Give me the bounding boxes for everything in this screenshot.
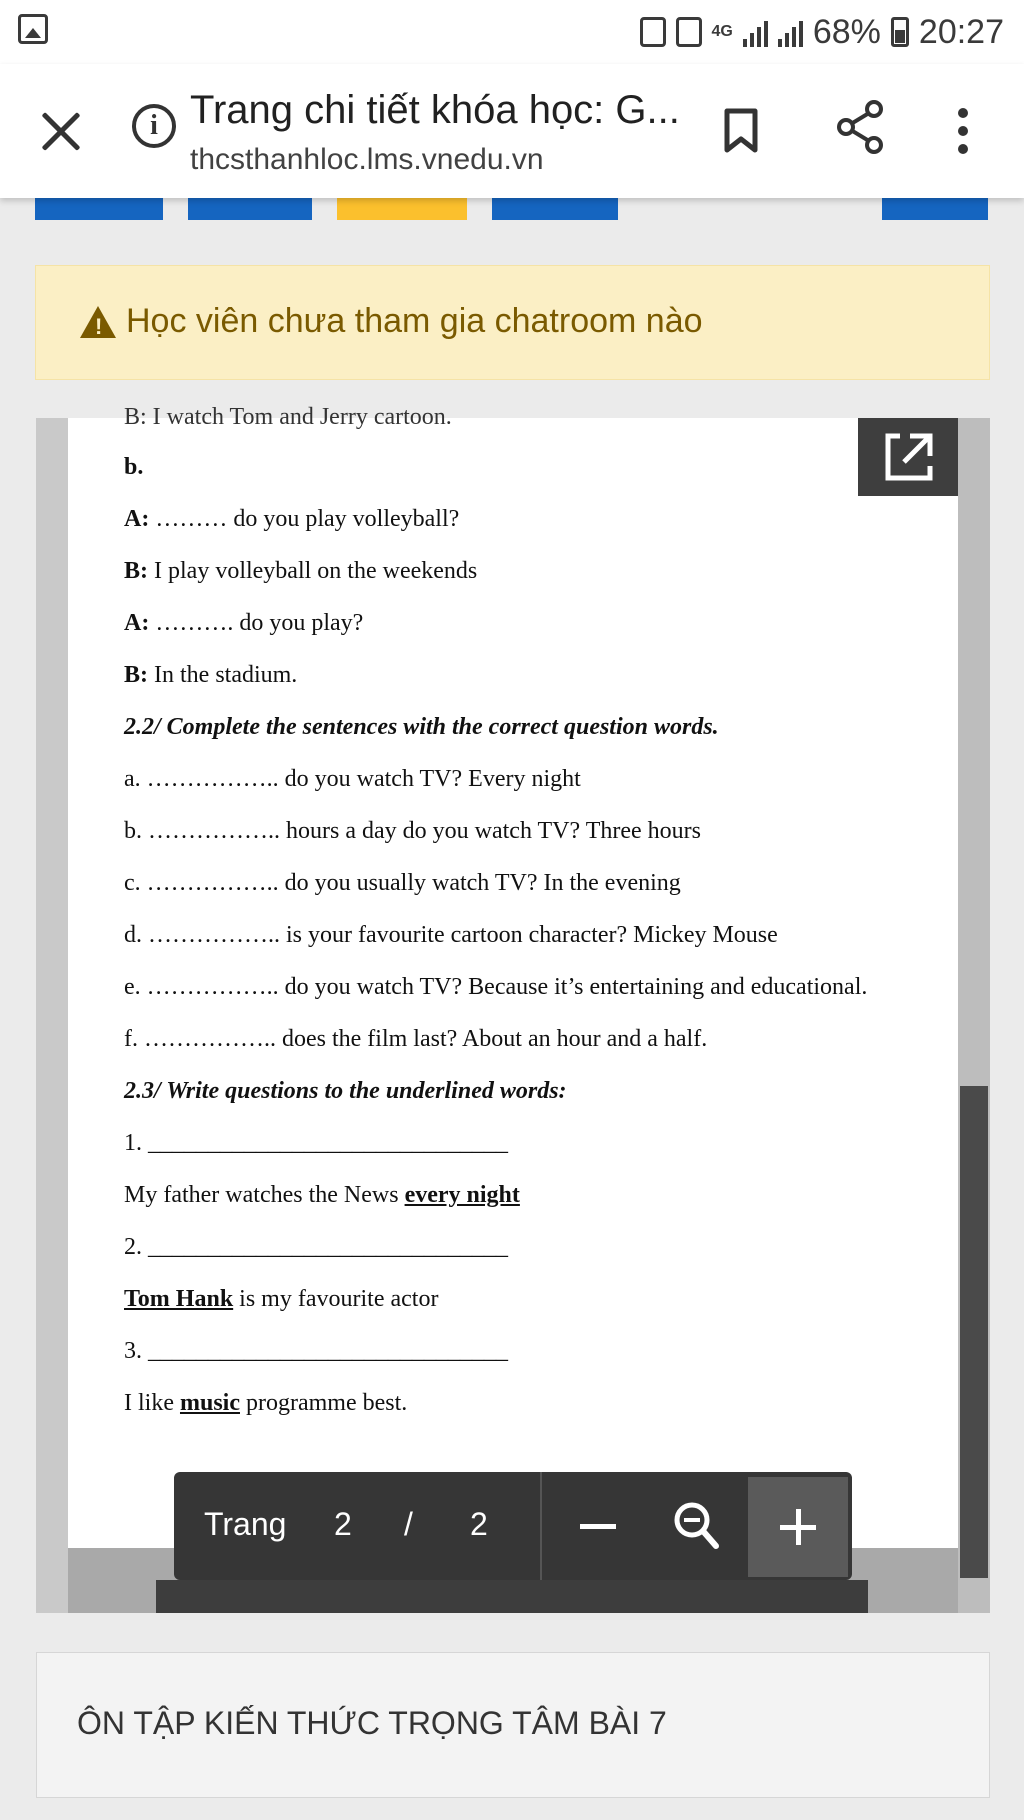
warning-icon: ! xyxy=(80,306,116,338)
exercise-item: e. …………….. do you watch TV? Because it’s entertaining and educational. xyxy=(124,974,868,1000)
pdf-page xyxy=(68,404,958,1548)
battery-percent: 68% xyxy=(812,12,881,51)
status-bar xyxy=(0,0,1024,64)
dialog-line: B: In the stadium. xyxy=(124,662,298,688)
open-in-new-button[interactable] xyxy=(858,418,958,496)
cut-off-line: B: I watch Tom and Jerry cartoon. xyxy=(124,404,452,430)
open-in-new-icon xyxy=(858,418,958,496)
page-label: Trang xyxy=(204,1506,287,1542)
sync-icon xyxy=(640,17,666,47)
lesson-section[interactable] xyxy=(36,1652,990,1798)
close-button[interactable] xyxy=(38,108,84,154)
chatroom-notice xyxy=(35,265,990,380)
pdf-footer-bar xyxy=(156,1580,868,1613)
battery-icon xyxy=(891,17,909,47)
pdf-viewer[interactable] xyxy=(36,404,990,1613)
dialog-line: A: ……… do you play volleyball? xyxy=(124,506,460,532)
status-icons xyxy=(640,8,1005,56)
nav-tab-1[interactable] xyxy=(35,198,163,220)
controls-divider xyxy=(540,1472,542,1580)
info-icon[interactable]: i xyxy=(132,104,176,148)
exercise-2-3-heading: 2.3/ Write questions to the underlined words: xyxy=(124,1078,567,1104)
scrollbar-thumb[interactable] xyxy=(960,1086,988,1578)
dialog-line: B: I play volleyball on the weekends xyxy=(124,558,478,584)
exercise-item: d. …………….. is your favourite cartoon character? Mickey Mouse xyxy=(124,922,778,948)
nav-tab-3[interactable] xyxy=(337,198,467,220)
zoom-out-button[interactable] xyxy=(566,1478,636,1574)
page-url: thcsthanhloc.lms.vnedu.vn xyxy=(190,143,544,176)
dialog-line: A: ………. do you play? xyxy=(124,610,364,636)
prompt-sentence: Tom Hank is my favourite actor xyxy=(124,1286,439,1312)
zoom-in-button[interactable] xyxy=(748,1477,848,1577)
signal-icon-2 xyxy=(778,17,803,47)
section-b-label: b. xyxy=(124,454,144,480)
nav-tab-4[interactable] xyxy=(492,198,618,220)
clock: 20:27 xyxy=(918,12,1004,51)
prompt-sentence: I like music programme best. xyxy=(124,1390,408,1416)
current-page: 2 xyxy=(334,1506,352,1542)
custom-tab-toolbar xyxy=(0,64,1024,198)
answer-line: 1. ______________________________ xyxy=(124,1130,508,1156)
answer-line: 3. ______________________________ xyxy=(124,1338,508,1364)
exercise-2-2-heading: 2.2/ Complete the sentences with the correct question words. xyxy=(124,714,719,740)
nav-tab-5[interactable] xyxy=(882,198,988,220)
zoom-fit-icon[interactable] xyxy=(672,1500,720,1552)
sim-icon xyxy=(676,17,702,47)
lesson-title: ÔN TẬP KIẾN THỨC TRỌNG TÂM BÀI 7 xyxy=(77,1705,667,1741)
signal-icon xyxy=(743,17,768,47)
exercise-item: c. …………….. do you usually watch TV? In the evening xyxy=(124,870,681,896)
gallery-notification-icon xyxy=(18,14,48,44)
exercise-item: f. …………….. does the film last? About an hour and a half. xyxy=(124,1026,708,1052)
more-options-icon[interactable] xyxy=(956,108,970,154)
exercise-item: b. …………….. hours a day do you watch TV? Three hours xyxy=(124,818,702,844)
prompt-sentence: My father watches the News every night xyxy=(124,1182,520,1208)
notice-text: Học viên chưa tham gia chatroom nào xyxy=(126,302,703,340)
share-icon[interactable] xyxy=(836,100,884,154)
nav-tab-2[interactable] xyxy=(188,198,312,220)
network-type: 4G xyxy=(711,23,733,40)
page-separator: / xyxy=(404,1506,413,1542)
answer-line: 2. ______________________________ xyxy=(124,1234,508,1260)
bookmark-icon[interactable] xyxy=(724,108,758,154)
exercise-item: a. …………….. do you watch TV? Every night xyxy=(124,766,581,792)
page-title: Trang chi tiết khóa học: G... xyxy=(190,88,680,132)
total-pages: 2 xyxy=(470,1506,488,1542)
